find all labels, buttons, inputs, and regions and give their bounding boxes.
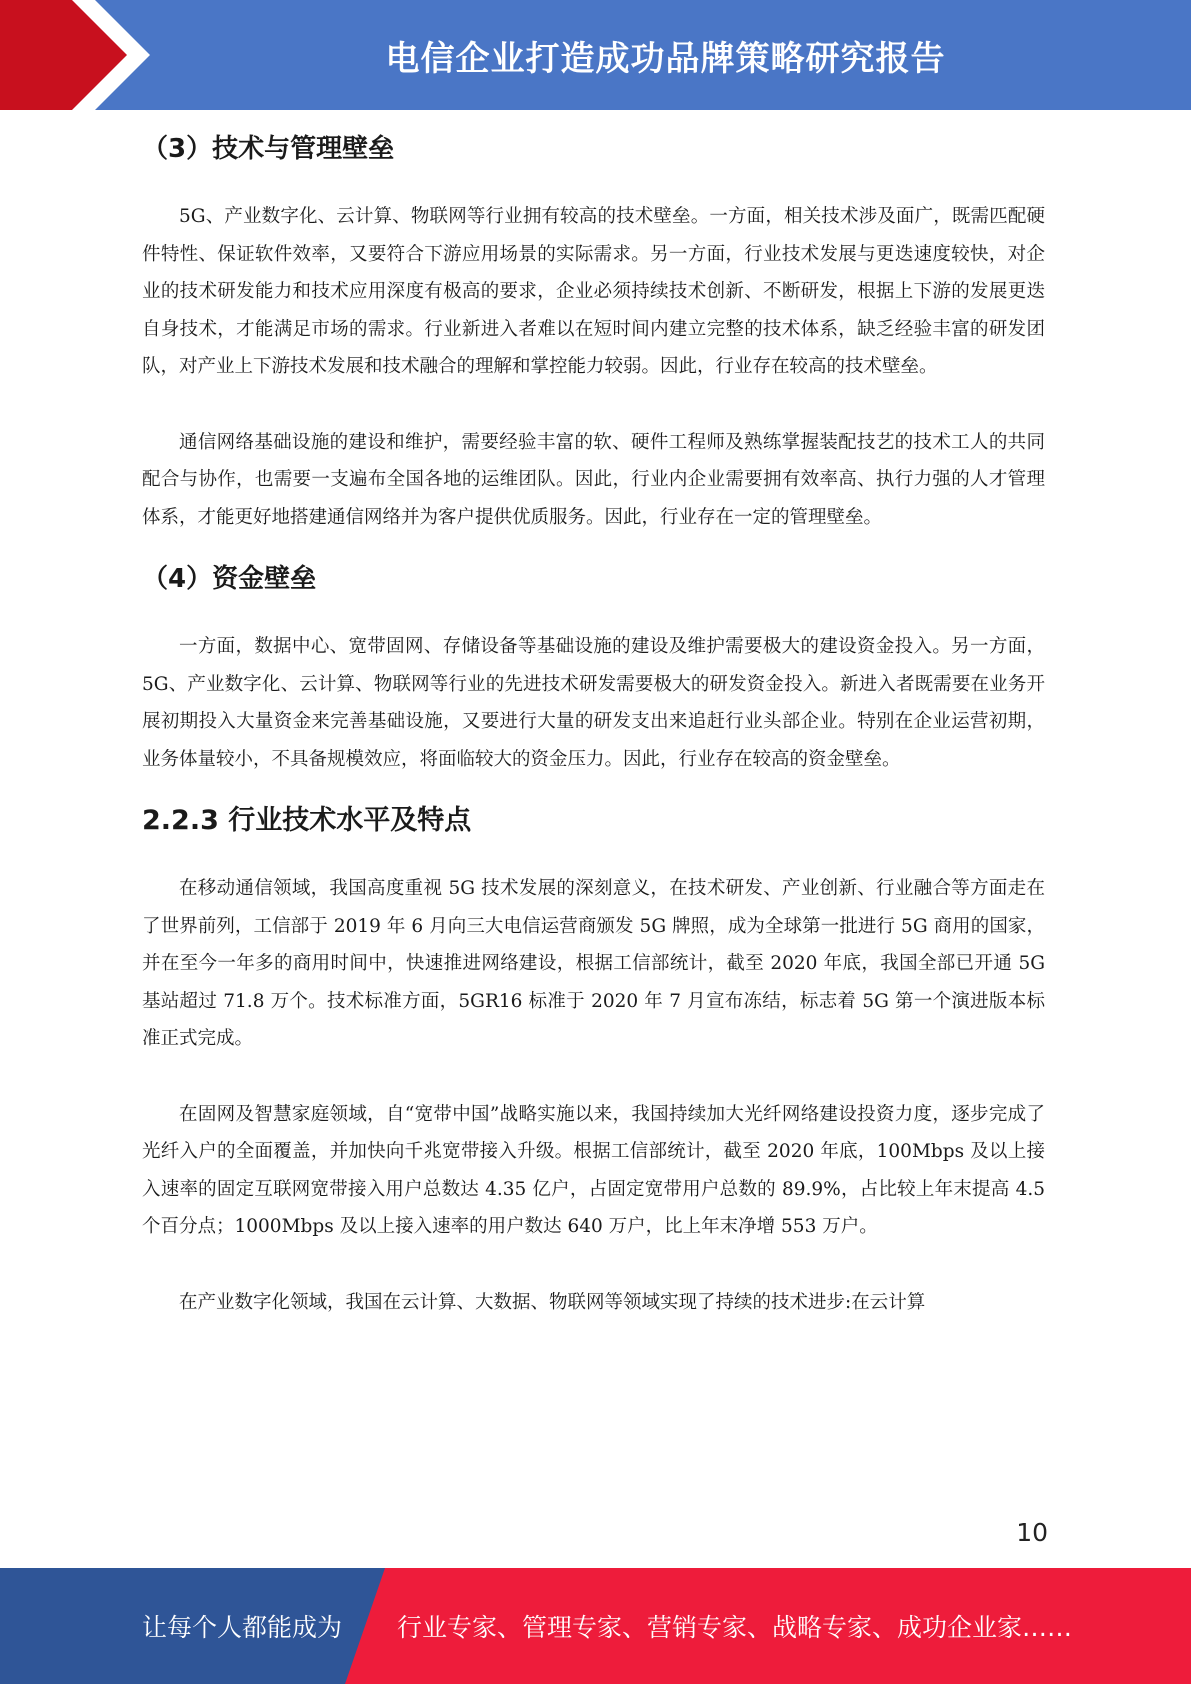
paragraph: 通信网络基础设施的建设和维护，需要经验丰富的软、硬件工程师及熟练掌握装配技艺的技术工人的共同配合与协作，也需要一支遍布全国各地的运维团队。因此，行业内企业需要拥有效率高、执行力强的人才管理体系，才能更好地搭建通信网络并为客户提供优质服务。因此，行业存在一定的管理壁垒。 — [142, 431, 1045, 528]
page-header — [0, 0, 1191, 110]
page-number: 10 — [1016, 1518, 1048, 1547]
footer-slogan-left: 让每个人都能成为 — [142, 1613, 343, 1642]
page-content — [142, 122, 1045, 1321]
paragraph: 在固网及智慧家庭领域，自“宽带中国”战略实施以来，我国持续加大光纤网络建设投资力度，逐步完成了光纤入户的全面覆盖，并加快向千兆宽带接入升级。根据工信部统计，截至 2020 年底，100Mbps 及以上接入速率的固定互联网宽带接入用户总数达 4.35 亿户，占固定宽带用户总数的 89.9%，占比较上年末提高 4.5 个百分点；1000Mbps 及以上接入速率的用户数达 640 万户，比上年末净增 553 万户。 — [142, 1103, 1045, 1237]
subheading-technical-management-barriers: （3）技术与管理壁垒 — [142, 134, 395, 164]
paragraph: 在产业数字化领域，我国在云计算、大数据、物联网等领域实现了持续的技术进步:在云计算 — [179, 1291, 926, 1313]
paragraph: 5G、产业数字化、云计算、物联网等行业拥有较高的技术壁垒。一方面，相关技术涉及面广，既需匹配硬件特性、保证软件效率，又要符合下游应用场景的实际需求。另一方面，行业技术发展与更迭速度较快，对企业的技术研发能力和技术应用深度有极高的要求，企业必须持续技术创新、不断研发，根据上下游的发展更迭自身技术，才能满足市场的需求。行业新进入者难以在短时间内建立完整的技术体系，缺乏经验丰富的研发团队，对产业上下游技术发展和技术融合的理解和掌控能力较弱。因此，行业存在较高的技术壁垒。 — [142, 206, 1045, 377]
document-title: 电信企业打造成功品牌策略研究报告 — [385, 38, 946, 79]
paragraph: 在移动通信领域，我国高度重视 5G 技术发展的深刻意义，在技术研发、产业创新、行业融合等方面走在了世界前列，工信部于 2019 年 6 月向三大电信运营商颁发 5G 牌照，成为全球第一批进行 5G 商用的国家，并在至今一年多的商用时间中，快速推进网络建设，根据工信部统计，截至 2020 年底，我国全部已开通 5G 基站超过 71.8 万个。技术标准方面，5GR16 标准于 2020 年 7 月宣布冻结，标志着 5G 第一个演进版本标准正式完成。 — [142, 878, 1045, 1049]
page-footer — [0, 1568, 1191, 1684]
paragraph: 一方面，数据中心、宽带固网、存储设备等基础设施的建设及维护需要极大的建设资金投入。另一方面，5G、产业数字化、云计算、物联网等行业的先进技术研发需要极大的研发资金投入。新进入者既需要在业务开展初期投入大量资金来完善基础设施，又要进行大量的研发支出来追赶行业头部企业。特别在企业运营初期，业务体量较小，不具备规模效应，将面临较大的资金压力。因此，行业存在较高的资金壁垒。 — [142, 636, 1045, 770]
footer-slogan-right: 行业专家、管理专家、营销专家、战略专家、成功企业家…… — [397, 1613, 1073, 1642]
subheading-capital-barriers: （4）资金壁垒 — [142, 564, 317, 594]
section-heading-2-2-3: 2.2.3 行业技术水平及特点 — [142, 805, 472, 836]
